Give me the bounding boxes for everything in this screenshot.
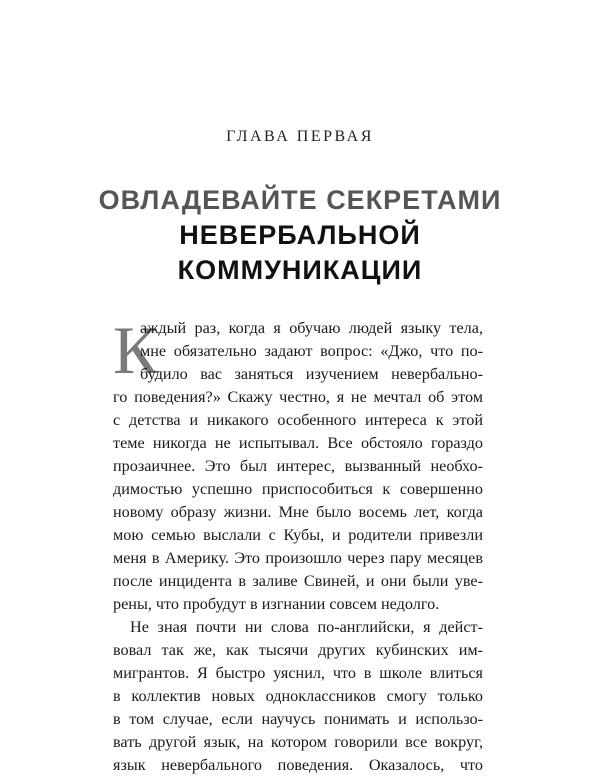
text-line: прозаичнее. Это был интерес, вызванный необхо- <box>113 457 483 475</box>
text-line: меня в Америку. Это произошло через пару месяцев <box>113 549 483 567</box>
text-line: в том случае, если научусь понимать и использо- <box>113 710 483 728</box>
text-line: мне обязательно задают вопрос: «Джо, что по- <box>140 342 483 360</box>
chapter-title <box>0 183 600 288</box>
text-line: в коллектив новых одноклассников смогу только <box>113 687 483 705</box>
text-line: вать другой язык, на котором говорили все вокруг, <box>113 733 483 751</box>
body-text <box>113 312 483 777</box>
text-line: с детства и никакого особенного интереса к этой <box>113 411 483 429</box>
text-line: димостью успешно приспособиться к совершенно <box>113 480 483 498</box>
paragraph-2 <box>113 616 483 777</box>
chapter-title-line-3: КОММУНИКАЦИИ <box>177 255 423 285</box>
paragraph-1 <box>113 312 483 616</box>
text-line: мою семью выслали с Кубы, и родители привезли <box>113 526 483 544</box>
text-line: го поведения?» Скажу честно, я не мечтал об этом <box>113 388 483 406</box>
text-line: рены, что пробудут в изгнании совсем недолго. <box>113 595 440 613</box>
text-line: Не зная почти ни слова по-английски, я дейст- <box>130 618 483 636</box>
chapter-label: ГЛАВА ПЕРВАЯ <box>226 128 374 145</box>
text-line: язык невербального поведения. Оказалось, что <box>113 756 483 774</box>
drop-cap: К <box>113 312 159 388</box>
text-line: после инцидента в заливе Свиней, и они были уве- <box>113 572 483 590</box>
chapter-title-line-1: ОВЛАДЕВАЙТЕ СЕКРЕТАМИ <box>98 185 502 215</box>
text-line: мигрантов. Я быстро уяснил, что в школе влиться <box>113 664 483 682</box>
text-line: аждый раз, когда я обучаю людей языку тела, <box>140 319 483 337</box>
chapter-title-line-2: НЕВЕРБАЛЬНОЙ <box>179 220 421 250</box>
text-line: будило вас заняться изучением невербально- <box>140 365 483 383</box>
text-line: теме никогда не испытывал. Все обстояло гораздо <box>113 434 483 452</box>
text-line: вовал так же, как тысячи других кубинских им- <box>113 641 483 659</box>
text-line: новому образу жизни. Мне было восемь лет, когда <box>113 503 483 521</box>
